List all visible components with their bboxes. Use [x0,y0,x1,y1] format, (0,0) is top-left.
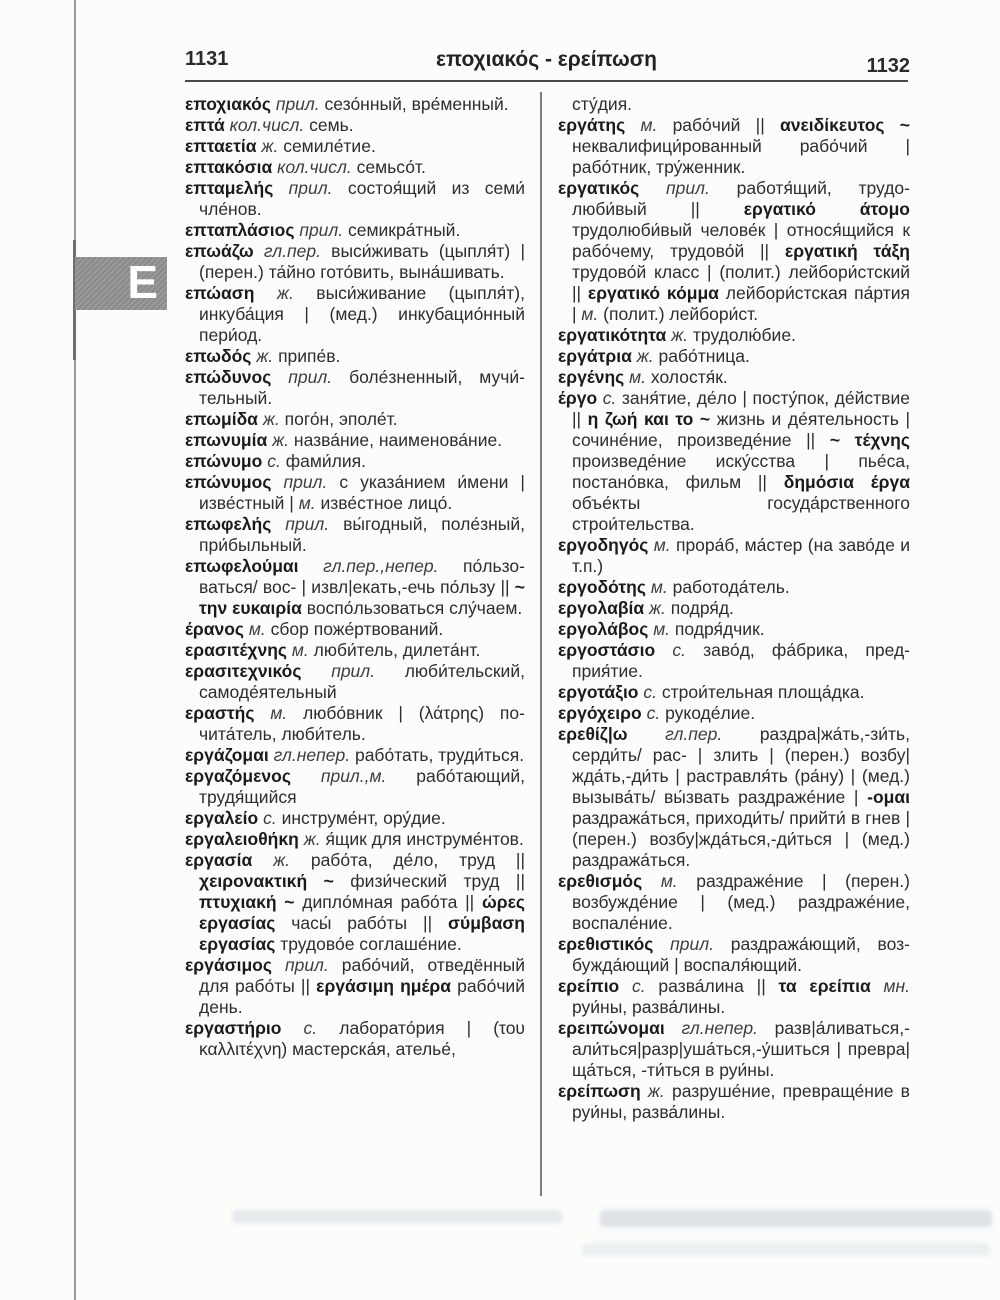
dictionary-entry [185,703,525,745]
dictionary-entry [558,724,910,871]
pos-label: ж. [261,136,279,156]
bold-phrase: -ομαι [867,787,910,807]
pos-label: гл.пер. [665,724,723,744]
definition-text: объе́кты госуда́рственного строи́тельства. [572,493,910,534]
headword: επωάζω [185,241,254,261]
bold-phrase: χειρονακτική ~ [199,871,334,891]
dictionary-entry [185,661,525,703]
headword: εργάσιμος [185,955,272,975]
pos-label: прил. [666,178,710,198]
definition-text: сту́дия. [572,94,633,114]
pos-label: ж. [272,430,290,450]
page-edge-line [74,0,76,1300]
headword: εργασία [185,850,253,870]
dictionary-entry [185,829,525,850]
definition-text: по́льзоваться/ вос- | извл|екать,-ечь по́льзу || [199,556,525,597]
definition-text: вы́годный, поле́зный, при́быльный. [199,514,525,555]
pos-label: кол.числ. [229,115,305,135]
header-rule [185,80,908,82]
headword: έρανος [185,619,245,639]
pos-label: с. [643,682,657,702]
definition-text: строи́тельная площа́дка. [661,682,865,702]
definition-text: пого́н, эполе́т. [284,409,398,429]
pos-label: прил. [670,934,714,954]
headword: επτά [185,115,225,135]
left-column [185,94,525,1060]
dictionary-entry [558,367,910,388]
headword: επταμελής [185,178,274,198]
pos-label: гл.пер. [263,241,321,261]
definition-text: рабо́чий день. [199,976,525,1017]
dictionary-entry [558,1018,910,1081]
dictionary-entry [185,241,525,283]
bleedthrough-artifact [600,1210,992,1227]
dictionary-entry [185,136,525,157]
definition-text: рабо́чий || [672,115,765,135]
pos-label: с. [672,640,686,660]
headword: επταπλάσιος [185,220,295,240]
definition-text: подря́д. [670,598,734,618]
pos-label: ж. [256,346,274,366]
headword: επωδός [185,346,252,366]
headword: εργάτης [558,115,626,135]
bold-phrase: πτυχιακή ~ [199,892,295,912]
definition-text: изве́стное лицо́. [320,493,453,513]
pos-label: мн. [883,976,910,996]
pos-label: с. [267,451,281,471]
headword: επώνυμο [185,451,263,471]
pos-label: кол.числ. [277,157,352,177]
bold-phrase: τα ερείπια [778,976,871,996]
definition-text: (полит.) лейбори́ст. [603,304,759,324]
definition-text: трудово́й класс | (полит.) лейбори́стский || [572,262,910,303]
definition-text: состоя́щий из семи́ чле́нов. [199,178,525,219]
headword: εργάζομαι [185,745,269,765]
definition-text: физи́ческий труд || [350,871,525,891]
dictionary-entry [558,178,910,325]
definition-text: рабо́тница. [658,346,750,366]
definition-text: семиле́тие. [283,136,376,156]
headword: εργαλειοθήκη [185,829,299,849]
dictionary-entry [558,934,910,976]
pos-label: прил. [299,220,344,240]
page-number-left: 1131 [185,48,229,70]
pos-label: ж. [303,829,321,849]
dictionary-entry [185,955,525,1018]
definition-text: дипло́мная рабо́та || [302,892,475,912]
definition-text: раздража́ться, приходи́ть/ прийти́ в гнев | (перен.) возбу|жда́ться,-ди́ться | (мед.) раздража́ться. [572,808,910,870]
pos-label: прил. [283,472,328,492]
dictionary-entry [558,535,910,577]
definition-text: прора́б, ма́стер (на заво́де и т.п.) [572,535,910,576]
pos-label: м. [653,619,671,639]
headword: ερεθισμός [558,871,643,891]
dictionary-entry [185,619,525,640]
dictionary-entry [185,514,525,556]
headword: εργόχειρο [558,703,642,723]
dictionary-entry [558,598,910,619]
headword: εργατικότητα [558,325,667,345]
bold-phrase: εργατικό κόμμα [587,283,719,303]
bold-phrase: ~ την ευκαιρία [199,577,525,618]
definition-text: люби́тель, дилета́нт. [313,640,481,660]
definition-text: сезо́нный, вре́менный. [324,94,509,114]
definition-text: заня́тие, де́ло | посту́пок, де́йствие || [572,388,910,429]
pos-label: гл.непер. [681,1018,758,1038]
definition-text: семикра́тный. [348,220,461,240]
dictionary-entry [185,766,525,808]
headword: εργολάβος [558,619,649,639]
pos-label: ж. [276,283,294,303]
headword: επώνυμος [185,472,272,492]
definition-text: руи́ны, разва́лины. [572,997,726,1017]
bold-phrase: ώρες εργασίας [199,892,525,933]
dictionary-entry [185,745,525,766]
pos-label: ж. [649,598,666,618]
pos-label: ж. [262,409,280,429]
definition-text: воспо́льзоваться слу́чаем. [306,598,523,618]
pos-label: м. [270,703,288,723]
pos-label: м. [640,115,658,135]
headword: επωφελής [185,514,272,534]
definition-text: лаборато́рия | (του καλλιτέχνη) мастерска́я, ателье́, [199,1018,525,1059]
headword: εργοστάσιο [558,640,656,660]
dictionary-entry [185,556,525,619]
pos-label: м. [581,304,599,324]
bleedthrough-artifact [582,1243,990,1256]
dictionary-entry [185,283,525,346]
headword: εργατικός [558,178,640,198]
dictionary-entry [185,808,525,829]
headword: επωφελούμαι [185,556,299,576]
bold-phrase: δημόσια έργα [783,472,910,492]
definition-text: рабо́тающий, трудя́щийся [199,766,525,807]
definition-text: сбор поже́ртвований. [270,619,444,639]
headword: ερασιτεχνικός [185,661,302,681]
definition-text: трудово́е соглаше́ние. [280,934,462,954]
bold-phrase: ~ τέχνης [829,430,910,450]
definition-text: раздража́ющий, возбужда́ющий | воспаля́ющий. [572,934,910,975]
bold-phrase: εργατικό άτομο [743,199,910,219]
dictionary-entry [558,346,910,367]
dictionary-entry [558,115,910,178]
headword: επωνυμία [185,430,268,450]
bold-phrase: σύμβαση εργασίας [199,913,525,954]
definition-text: припе́в. [278,346,341,366]
right-column [558,94,910,1123]
pos-label: прил. [288,367,333,387]
headword: ερασιτέχνης [185,640,288,660]
pos-label: ж. [636,346,654,366]
definition-text: боле́зненный, мучи́тельный. [199,367,525,408]
pos-label: прил. [288,178,333,198]
headword: εργαστήριο [185,1018,282,1038]
headword: εργοτάξιο [558,682,639,702]
definition-text: фами́лия. [285,451,366,471]
headword: επταετία [185,136,257,156]
dictionary-entry [558,325,910,346]
definition-text: рабо́тать, труди́ться. [354,745,525,765]
definition-text: разва́лина || [658,976,766,996]
column-divider [540,92,542,1196]
dictionary-entry [185,367,525,409]
definition-text: лейбори́стская па́ртия | [572,283,910,324]
pos-label: прил. [285,514,330,534]
bold-phrase: ανειδίκευτος ~ [780,115,910,135]
definition-text: любо́вник | (λάτρης) почита́тель, люби́тель. [199,703,525,744]
dictionary-entry [185,640,525,661]
definition-text: с указа́нием и́мени | изве́стный | [199,472,525,513]
definition-text: раздра|жа́ть,-зи́ть, серди́ть/ рас- | злить | (перен.) возбу|жда́ть,-ди́ть | растравля́ть (ра́ну) | (мед.) вызыва́ть/ вы́звать раздраже́ние | [572,724,910,807]
definition-text: я́щик для инструме́нтов. [325,829,524,849]
dictionary-entry [185,346,525,367]
dictionary-entry [558,619,910,640]
thumb-tab-letter: E [75,257,167,310]
definition-text: трудолю́бие. [692,325,796,345]
dictionary-entry [185,472,525,514]
headword: εργάτρια [558,346,632,366]
bold-phrase: εργατική τάξη [784,241,911,261]
headword: ερείπιο [558,976,620,996]
headword: εργοδότης [558,577,646,597]
pos-label: гл.пер.,непер. [323,556,439,576]
pos-label: м. [248,619,266,639]
headword: εργαζόμενος [185,766,291,786]
definition-text: жизнь и де́ятельность | сочине́ние, произведе́ние || [572,409,910,450]
page-number-right: 1132 [866,55,910,77]
headword: εργαλείο [185,808,259,828]
dictionary-entry [185,220,525,241]
pos-label: м. [291,640,309,660]
pos-label: прил. [275,94,320,114]
definition-text: рукоде́лие. [665,703,756,723]
pos-label: м. [629,367,647,387]
headword: εποχιακός [185,94,271,114]
pos-label: м. [650,577,668,597]
pos-label: с. [263,808,277,828]
dictionary-entry [185,451,525,472]
dictionary-entry [558,1081,910,1123]
dictionary-entry [558,682,910,703]
bleedthrough-artifact [232,1210,562,1223]
headword: επτακόσια [185,157,273,177]
bold-phrase: η ζωή και το ~ [587,409,711,429]
headword: επώαση [185,283,255,303]
headword: εργένης [558,367,625,387]
definition-text: разруше́ние, превраще́ние в руи́ны, разва́лины. [572,1081,910,1122]
headword: ερεθιστικός [558,934,654,954]
pos-label: прил. [284,955,329,975]
headword: εργοδηγός [558,535,649,555]
pos-label: м. [660,871,678,891]
dictionary-entry [185,850,525,955]
pos-label: с. [646,703,661,723]
pos-label: гл.непер. [273,745,351,765]
pos-label: с. [632,976,646,996]
dictionary-entry [185,430,525,451]
definition-text: часы́ рабо́ты || [291,913,433,933]
definition-text: произведе́ние иску́сства | пье́са, постано́вка, фильм || [572,451,910,492]
dictionary-entry [558,577,910,598]
headword: επωμίδα [185,409,258,429]
definition-text: заво́д, фа́брика, предприя́тие. [572,640,910,681]
definition-text: семьсо́т. [356,157,426,177]
dictionary-entry [558,871,910,934]
pos-label: ж. [671,325,689,345]
pos-label: с. [602,388,617,408]
running-head: εποχιακός - ερείπωση [436,48,657,71]
dictionary-entry [558,640,910,682]
dictionary-entry [558,388,910,535]
headword: εργολαβία [558,598,645,618]
headword: ερείπωση [558,1081,641,1101]
headword: έργο [558,388,598,408]
definition-text: инструме́нт, ору́дие. [281,808,446,828]
pos-label: прил. [331,661,376,681]
dictionary-entry [185,178,525,220]
headword: ερειπώνομαι [558,1018,665,1038]
definition-text: рабо́та, де́ло, труд || [310,850,525,870]
headword: ερεθίζ|ω [558,724,628,744]
headword: επώδυνος [185,367,272,387]
definition-text: холостя́к. [650,367,728,387]
definition-text: разв|а́ливаться,-али́ться|разр|уша́ться,-у́шиться | превра|ща́ться, -ти́ться в руи́ны. [572,1018,910,1080]
pos-label: м. [298,493,316,513]
dictionary-entry [185,157,525,178]
dictionary-entry [558,976,910,1018]
pos-label: ж. [273,850,290,870]
definition-text: назва́ние, наименова́ние. [293,430,503,450]
definition-text: выси́живание (цыпля́т), инкуба́ция | (мед.) инкубацио́нный пери́од. [199,283,525,345]
pos-label: прил.,м. [320,766,387,786]
definition-text: выси́живать (цыпля́т) | (перен.) та́йно гото́вить, вына́шивать. [199,241,525,282]
definition-text: люби́тельский, самоде́ятельный [199,661,525,702]
pos-label: м. [653,535,671,555]
dictionary-entry [185,115,525,136]
definition-text: раздраже́ние | (перен.) возбужде́ние | (мед.) раздраже́ние, воспале́ние. [572,871,910,933]
definition-text: неквалифици́рованный рабо́чий | рабо́тник, тру́женник. [572,136,910,177]
definition-text: работода́тель. [672,577,790,597]
headword: εραστής [185,703,255,723]
definition-text: работя́щий, трудолюби́вый || [572,178,910,219]
pos-label: ж. [647,1081,665,1101]
dictionary-entry [185,1018,525,1060]
dictionary-entry [558,703,910,724]
definition-text: семь. [309,115,354,135]
bold-phrase: εργάσιμη ημέρα [316,976,451,996]
dictionary-entry [185,409,525,430]
definition-text: рабо́чий, отведённый для рабо́ты || [199,955,525,996]
pos-label: с. [303,1018,318,1038]
entry-continuation [558,94,910,115]
definition-text: подря́дчик. [674,619,765,639]
definition-text: трудолюби́вый челове́к | относя́щийся к рабо́чему, трудово́й || [572,220,910,261]
dictionary-entry [185,94,525,115]
